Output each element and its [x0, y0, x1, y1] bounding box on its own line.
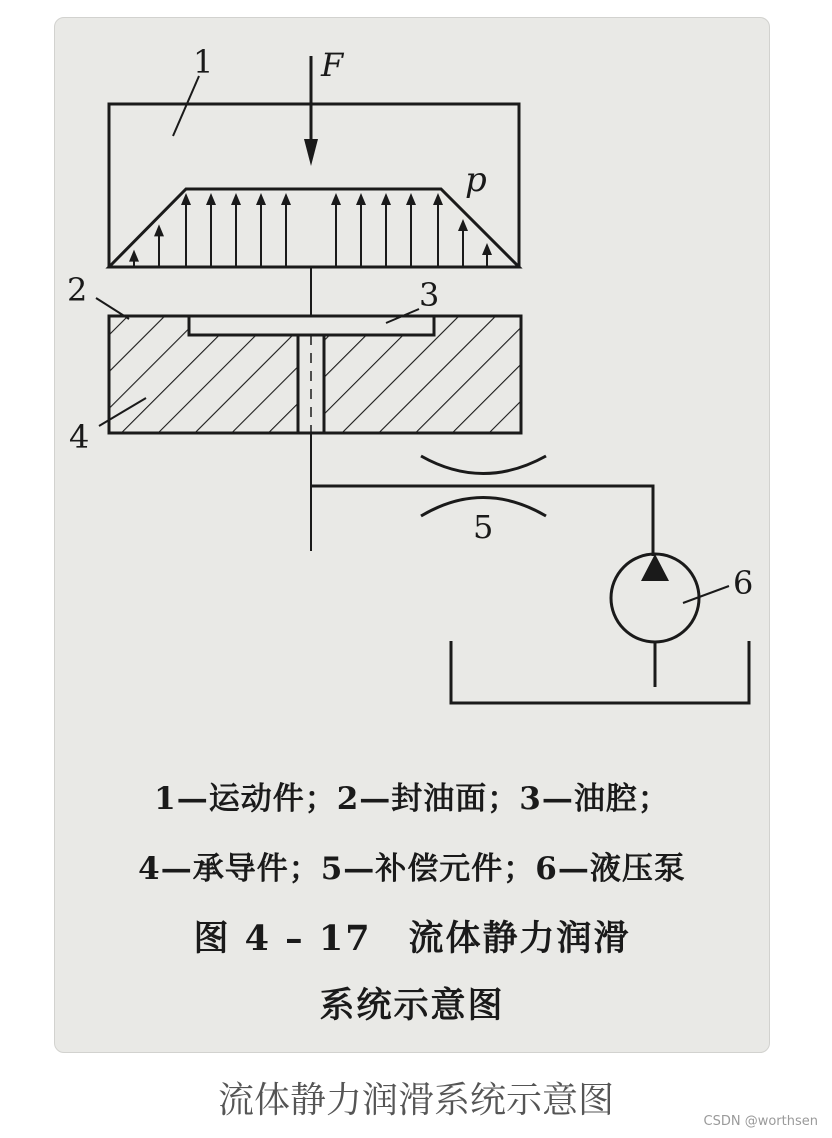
pressure-arrow-head: [206, 193, 216, 205]
pressure-arrow-head: [458, 219, 468, 231]
label-part-5: 5: [473, 508, 494, 546]
pressure-arrow-head: [406, 193, 416, 205]
pressure-arrow-head: [381, 193, 391, 205]
pressure-arrow-head: [256, 193, 266, 205]
figure-card: [54, 17, 770, 1053]
pressure-arrow-head: [433, 193, 443, 205]
pressure-arrow-head: [281, 193, 291, 205]
pressure-distribution: [109, 189, 519, 267]
label-part-2: 2: [67, 271, 88, 309]
moving-part-block: [109, 104, 519, 267]
figure-title-line-1: 图 4 – 17 流体静力润滑: [193, 918, 631, 959]
oil-passage: [298, 335, 324, 433]
pressure-arrows: [129, 193, 492, 267]
page-caption: 流体静力润滑系统示意图: [217, 1080, 614, 1121]
label-force: F: [321, 46, 344, 84]
label-part-6: 6: [733, 564, 754, 602]
label-part-4: 4: [69, 418, 90, 456]
label-part-3: 3: [419, 276, 440, 314]
pressure-arrow-head: [331, 193, 341, 205]
pressure-arrow-head: [129, 250, 139, 262]
legend-line-2: 4—承导件；5—补偿元件；6—液压泵: [138, 851, 686, 887]
label-pressure: p: [465, 160, 487, 200]
lubrication-diagram: [55, 18, 769, 758]
force-arrowhead: [304, 139, 318, 166]
leader-1: [173, 76, 199, 136]
compensator-upper-arc: [421, 456, 546, 474]
pump-arrow-icon: [641, 554, 669, 581]
oil-tank: [451, 641, 749, 703]
pressure-arrow-head: [231, 193, 241, 205]
pressure-arrow-head: [154, 224, 164, 236]
pressure-arrow-head: [356, 193, 366, 205]
label-part-1: 1: [193, 43, 214, 81]
figure-title-line-2: 系统示意图: [319, 985, 505, 1026]
leader-6: [683, 586, 729, 603]
pressure-arrow-head: [181, 193, 191, 205]
legend-line-1: 1—运动件；2—封油面；3—油腔；: [154, 781, 670, 817]
pressure-arrow-head: [482, 243, 492, 255]
watermark: CSDN @worthsen: [703, 1114, 818, 1129]
